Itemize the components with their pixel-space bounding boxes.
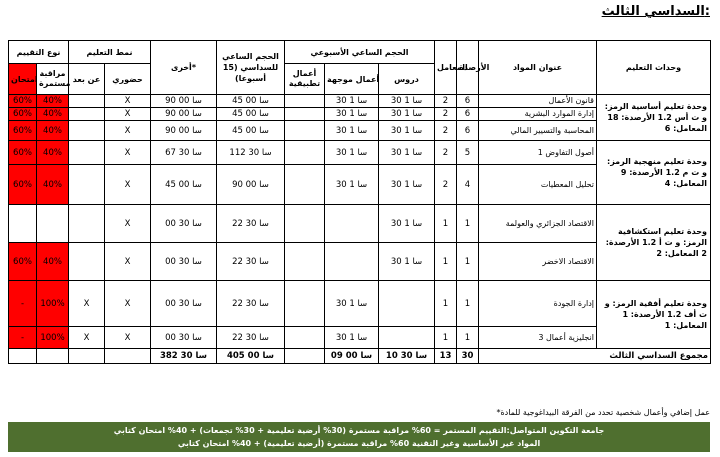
td-cell xyxy=(325,205,379,243)
coef-header: المعامل xyxy=(435,41,457,95)
exam-header: امتحان xyxy=(9,64,37,95)
subject-name: الاقتصاد الاخضر xyxy=(479,243,597,281)
presential-cell: X xyxy=(105,108,151,121)
distance-cell xyxy=(69,243,105,281)
tp-cell xyxy=(285,141,325,165)
coef-cell: 2 xyxy=(435,121,457,141)
footer-line-1: جامعة التكوين المتواصل:التقييم المستمر = 60% مراقبة مستمرة (30% أرضية تعليمية + 30% تجمعات) + 40% امتحان كتابي xyxy=(113,426,605,435)
subject-name: قانون الأعمال xyxy=(479,95,597,108)
other-hours-cell: 00 سا 30 xyxy=(151,243,217,281)
table-row xyxy=(9,95,711,108)
exam-cell: 60% xyxy=(9,243,37,281)
credits-header: الأرصدة xyxy=(457,41,479,95)
total-credits: 30 xyxy=(457,349,479,364)
tp-cell xyxy=(285,205,325,243)
tp-cell xyxy=(285,121,325,141)
distance-cell xyxy=(69,165,105,205)
continuous-cell: 40% xyxy=(37,108,69,121)
td-cell: 30 سا 1 xyxy=(325,281,379,327)
total-other: 382 سا 30 xyxy=(151,349,217,364)
coef-cell: 2 xyxy=(435,165,457,205)
lectures-cell: 30 سا 1 xyxy=(379,121,435,141)
subject-name: تحليل المعطيات xyxy=(479,165,597,205)
total-semester: 405 سا 00 xyxy=(217,349,285,364)
credits-cell: 6 xyxy=(457,121,479,141)
continuous-cell: 100% xyxy=(37,327,69,349)
curriculum-table xyxy=(8,40,711,364)
other-hours-cell: 00 سا 30 xyxy=(151,205,217,243)
eval-header: نوع التقييم xyxy=(9,41,69,64)
td-cell: 30 سا 1 xyxy=(325,327,379,349)
credits-cell: 1 xyxy=(457,243,479,281)
td-header: أعمال موجهة xyxy=(325,64,379,95)
other-hours-cell: 67 سا 30 xyxy=(151,141,217,165)
subject-name: أصول التفاوض 1 xyxy=(479,141,597,165)
total-td: 09 سا 00 xyxy=(325,349,379,364)
total-label: مجموع السداسي الثالث xyxy=(479,349,711,364)
subject-name: المحاسبة والتسيير المالي xyxy=(479,121,597,141)
lectures-header: دروس xyxy=(379,64,435,95)
coef-cell: 2 xyxy=(435,141,457,165)
lectures-cell: 30 سا 1 xyxy=(379,205,435,243)
exam-cell: - xyxy=(9,327,37,349)
coef-cell: 1 xyxy=(435,243,457,281)
exam-cell: 60% xyxy=(9,95,37,108)
total-coef: 13 xyxy=(435,349,457,364)
distance-cell xyxy=(69,141,105,165)
credits-cell: 1 xyxy=(457,205,479,243)
lectures-cell: 30 سا 1 xyxy=(379,141,435,165)
subject-name: إدارة الموارد البشرية xyxy=(479,108,597,121)
subject-name: انجليزية أعمال 3 xyxy=(479,327,597,349)
subject-name: الاقتصاد الجزائري والعولمة xyxy=(479,205,597,243)
distance-cell xyxy=(69,108,105,121)
distance-cell: X xyxy=(69,281,105,327)
subject-name: إدارة الجودة xyxy=(479,281,597,327)
continuous-cell: 40% xyxy=(37,121,69,141)
semester-hours-cell: 22 سا 30 xyxy=(217,281,285,327)
assessment-footer xyxy=(8,422,710,452)
coef-cell: 2 xyxy=(435,95,457,108)
td-cell: 30 سا 1 xyxy=(325,121,379,141)
presential-cell: X xyxy=(105,205,151,243)
footer-line-2: المواد غير الأساسية وغير التقنية 60% مراقبة مستمرة (أرضية تعليمية) + 40% امتحان كتابي xyxy=(177,439,541,448)
lectures-cell: 30 سا 1 xyxy=(379,165,435,205)
exam-cell: 60% xyxy=(9,121,37,141)
page-title: السداسي الثالث: xyxy=(601,4,710,19)
continuous-cell: 40% xyxy=(37,141,69,165)
other-hours-cell: 90 سا 00 xyxy=(151,95,217,108)
td-cell: 30 سا 1 xyxy=(325,108,379,121)
lectures-cell xyxy=(379,281,435,327)
other-hours-cell: 00 سا 30 xyxy=(151,281,217,327)
credits-cell: 1 xyxy=(457,281,479,327)
other-hours-cell: 90 سا 00 xyxy=(151,108,217,121)
lectures-cell: 30 سا 1 xyxy=(379,243,435,281)
credits-cell: 6 xyxy=(457,108,479,121)
semester-header: الحجم الساعي للسداسي (15 أسبوعا) xyxy=(217,41,285,95)
presential-cell: X xyxy=(105,281,151,327)
exam-cell: 60% xyxy=(9,108,37,121)
semester-hours-cell: 45 سا 00 xyxy=(217,95,285,108)
tp-cell xyxy=(285,165,325,205)
semester-hours-cell: 22 سا 30 xyxy=(217,243,285,281)
distance-cell: X xyxy=(69,327,105,349)
semester-hours-cell: 45 سا 00 xyxy=(217,108,285,121)
table-row xyxy=(9,141,711,165)
tp-cell xyxy=(285,327,325,349)
tp-cell xyxy=(285,108,325,121)
tp-cell xyxy=(285,281,325,327)
semester-hours-cell: 22 سا 30 xyxy=(217,205,285,243)
coef-cell: 2 xyxy=(435,108,457,121)
lectures-cell xyxy=(379,327,435,349)
credits-cell: 4 xyxy=(457,165,479,205)
footnote: *عمل إضافي وأعمال شخصية تحدد من الفرقة البيداغوجية للمادة xyxy=(496,408,710,417)
td-cell: 30 سا 1 xyxy=(325,95,379,108)
coef-cell: 1 xyxy=(435,205,457,243)
unit-label: وحدة تعليم استكشافية الرمز: و ت أ 1.2 الأرصدة: 2 المعامل: 2 xyxy=(597,205,711,281)
distance-cell xyxy=(69,121,105,141)
tp-cell xyxy=(285,243,325,281)
presential-header: حضوري xyxy=(105,64,151,95)
semester-hours-cell: 112 سا 30 xyxy=(217,141,285,165)
lectures-cell: 30 سا 1 xyxy=(379,95,435,108)
td-cell: 30 سا 1 xyxy=(325,165,379,205)
continuous-cell: 40% xyxy=(37,165,69,205)
coef-cell: 1 xyxy=(435,327,457,349)
exam-cell: 60% xyxy=(9,165,37,205)
other-header: أخرى* xyxy=(151,41,217,95)
presential-cell: X xyxy=(105,243,151,281)
credits-cell: 1 xyxy=(457,327,479,349)
other-hours-cell: 45 سا 00 xyxy=(151,165,217,205)
weekly-header: الحجم الساعي الأسبوعي xyxy=(285,41,435,64)
distance-cell xyxy=(69,95,105,108)
continuous-cell xyxy=(37,205,69,243)
semester-hours-cell: 22 سا 30 xyxy=(217,327,285,349)
tp-cell xyxy=(285,95,325,108)
total-lectures: 10 سا 30 xyxy=(379,349,435,364)
continuous-header: مراقبة مستمرة xyxy=(37,64,69,95)
unit-label: وحدة تعليم أساسية الرمز: و ت أس 1.2 الأرصدة: 18 المعامل: 6 xyxy=(597,95,711,141)
presential-cell: X xyxy=(105,327,151,349)
presential-cell: X xyxy=(105,165,151,205)
continuous-cell: 40% xyxy=(37,243,69,281)
coef-cell: 1 xyxy=(435,281,457,327)
unit-label: وحدة تعليم منهجية الرمز: و ت م 1.2 الأرصدة: 9 المعامل: 4 xyxy=(597,141,711,205)
other-hours-cell: 00 سا 30 xyxy=(151,327,217,349)
presential-cell: X xyxy=(105,95,151,108)
distance-cell xyxy=(69,205,105,243)
presential-cell: X xyxy=(105,141,151,165)
table-row xyxy=(9,205,711,243)
exam-cell xyxy=(9,205,37,243)
total-row xyxy=(9,349,711,364)
unit-label: وحدة تعليم أفقية الرمز: و ت أف 1.2 الأرصدة: 1 المعامل: 1 xyxy=(597,281,711,349)
continuous-cell: 100% xyxy=(37,281,69,327)
table-row xyxy=(9,281,711,327)
other-hours-cell: 90 سا 00 xyxy=(151,121,217,141)
units-header: وحدات التعليم xyxy=(597,41,711,95)
credits-cell: 5 xyxy=(457,141,479,165)
credits-cell: 6 xyxy=(457,95,479,108)
exam-cell: 60% xyxy=(9,141,37,165)
td-cell: 30 سا 1 xyxy=(325,141,379,165)
continuous-cell: 40% xyxy=(37,95,69,108)
tp-header: أعمال تطبيقية xyxy=(285,64,325,95)
lectures-cell: 30 سا 1 xyxy=(379,108,435,121)
mode-header: نمط التعليم xyxy=(69,41,151,64)
semester-hours-cell: 90 سا 00 xyxy=(217,165,285,205)
subject-header: عنوان المواد xyxy=(479,41,597,95)
distance-header: عن بعد xyxy=(69,64,105,95)
presential-cell: X xyxy=(105,121,151,141)
semester-hours-cell: 45 سا 00 xyxy=(217,121,285,141)
td-cell xyxy=(325,243,379,281)
exam-cell: - xyxy=(9,281,37,327)
